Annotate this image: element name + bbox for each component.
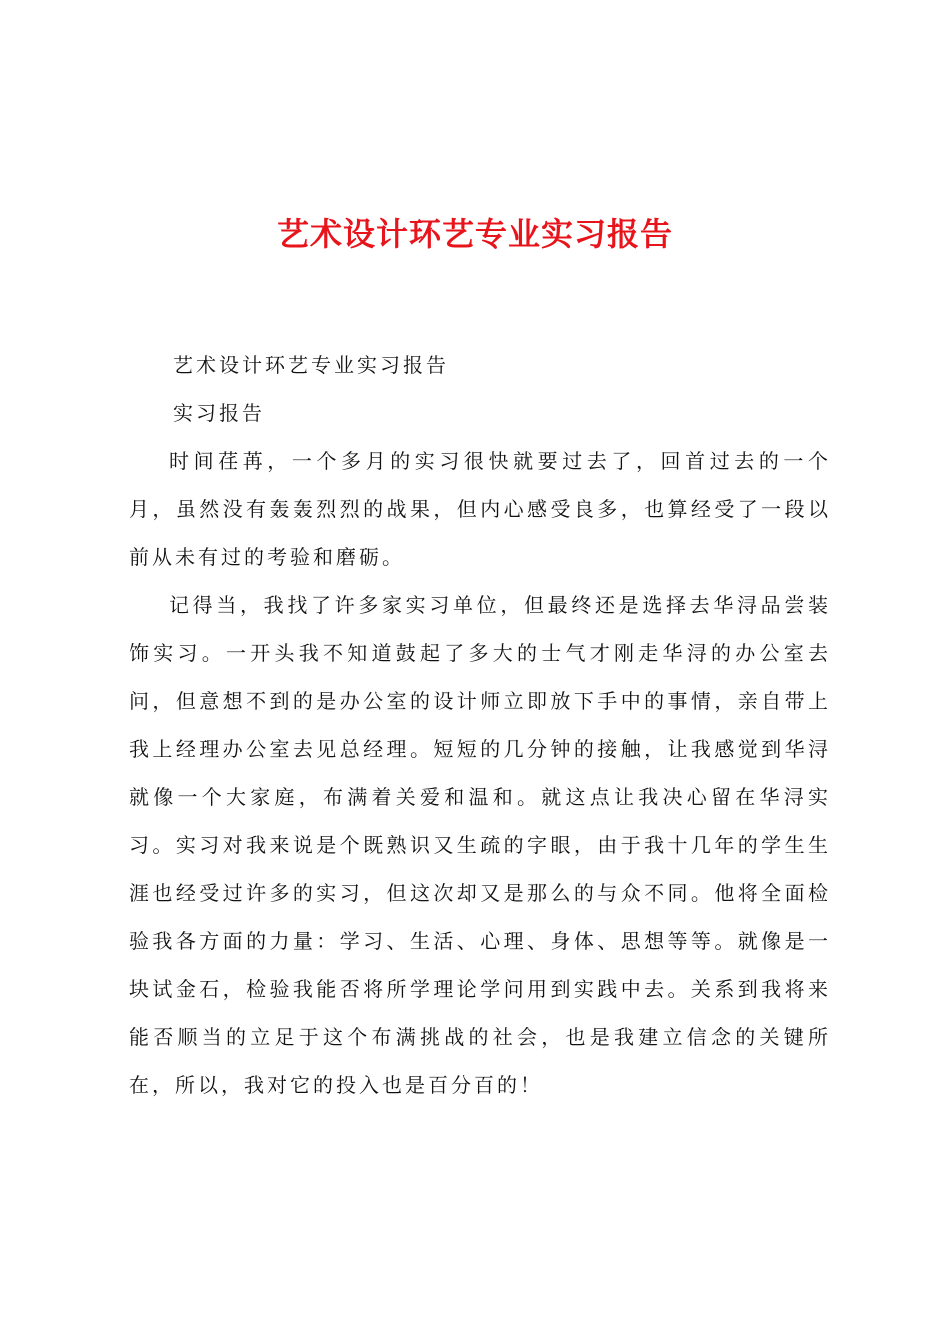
paragraph: 记得当，我找了许多家实习单位，但最终还是选择去华浔品尝装饰实习。一开头我不知道鼓起了多大的士气才刚走华浔的办公室去问，但意想不到的是办公室的设计师立即放下手中的事情，亲自带上我上经理办公室去见总经理。短短的几分钟的接触，让我感觉到华浔就像一个大家庭，布满着关爱和温和。就这点让我决心留在华浔实习。实习对我来说是个既熟识又生疏的字眼，由于我十几年的学生生涯也经受过许多的实习，但这次却又是那么的与众不同。他将全面检验我各方面的力量：学习、生活、心理、身体、思想等等。就像是一块试金石，检验我能否将所学理论学问用到实践中去。关系到我将来能否顺当的立足于这个布满挑战的社会，也是我建立信念的关键所在，所以，我对它的投入也是百分百的！ bbox=[129, 593, 831, 1097]
body-heading: 艺术设计环艺专业实习报告 bbox=[173, 353, 449, 377]
document-body bbox=[129, 341, 831, 1109]
document-title: 艺术设计环艺专业实习报告 bbox=[276, 215, 673, 253]
body-subheading: 实习报告 bbox=[173, 401, 265, 425]
paragraph: 时间荏苒，一个多月的实习很快就要过去了，回首过去的一个月，虽然没有轰轰烈烈的战果，但内心感受良多，也算经受了一段以前从未有过的考验和磨砺。 bbox=[129, 449, 831, 569]
